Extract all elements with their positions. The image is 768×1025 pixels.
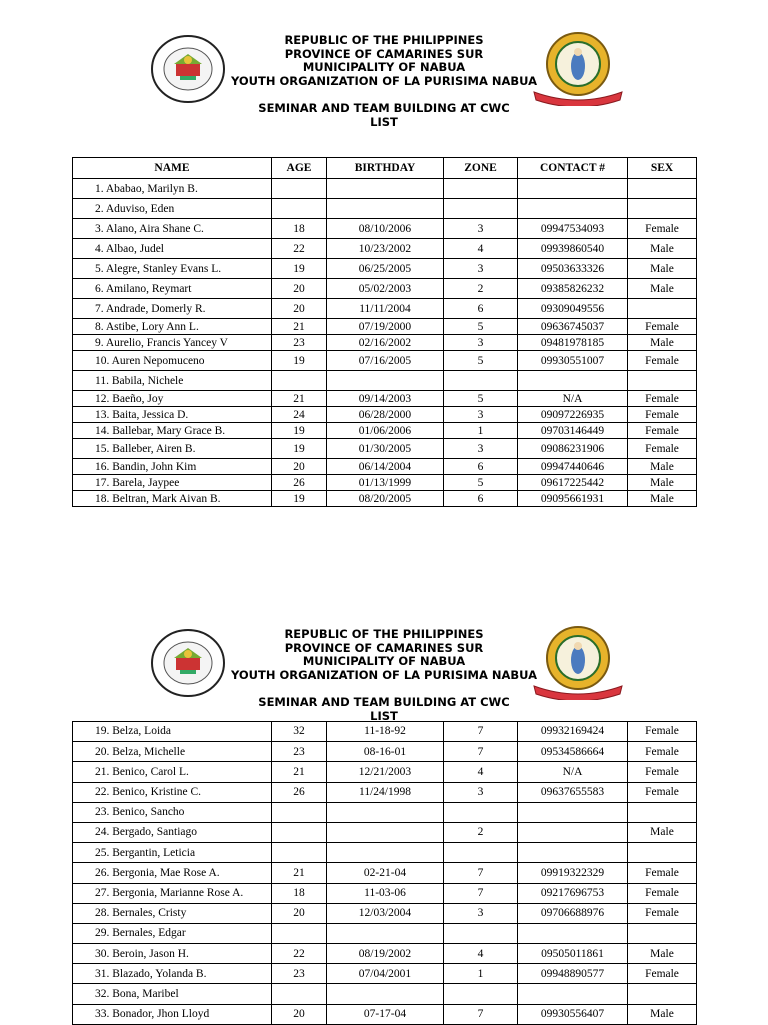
cell-sex: Male <box>628 1004 697 1024</box>
cell-contact: 09534586664 <box>518 742 628 762</box>
cell-sex: Female <box>628 964 697 984</box>
cell-contact: 09637655583 <box>518 782 628 802</box>
table-row <box>73 475 697 491</box>
cell-birthday: 08-16-01 <box>327 742 444 762</box>
cell-contact: 09947440646 <box>518 459 628 475</box>
table-row <box>73 491 697 507</box>
cell-contact <box>518 923 628 943</box>
table-row <box>73 351 697 371</box>
cell-birthday: 06/25/2005 <box>327 259 444 279</box>
cell-contact <box>518 199 628 219</box>
cell-birthday: 01/13/1999 <box>327 475 444 491</box>
table-row <box>73 319 697 335</box>
title-list: LIST <box>370 708 398 723</box>
cell-sex: Female <box>628 742 697 762</box>
table-row <box>73 335 697 351</box>
cell-age: 19 <box>272 259 327 279</box>
cell-contact: 09706688976 <box>518 903 628 923</box>
cell-age: 20 <box>272 279 327 299</box>
cell-name: 33. Bonador, Jhon Lloyd <box>73 1004 272 1024</box>
cell-sex: Female <box>628 391 697 407</box>
cell-contact: 09503633326 <box>518 259 628 279</box>
table-row <box>73 923 697 943</box>
cell-name: 31. Blazado, Yolanda B. <box>73 964 272 984</box>
table-row <box>73 219 697 239</box>
header-line-republic: REPUBLIC OF THE PHILIPPINES <box>284 627 484 641</box>
cell-birthday: 11/11/2004 <box>327 299 444 319</box>
cell-age: 19 <box>272 351 327 371</box>
table-row <box>73 199 697 219</box>
cell-contact: 09636745037 <box>518 319 628 335</box>
cell-name: 25. Bergantin, Leticia <box>73 843 272 863</box>
cell-age <box>272 802 327 822</box>
cell-name: 32. Bona, Maribel <box>73 984 272 1004</box>
youth-list-table-page-1 <box>72 157 697 507</box>
cell-age: 20 <box>272 1004 327 1024</box>
cell-zone: 4 <box>444 762 518 782</box>
table-row <box>73 964 697 984</box>
table-row <box>73 459 697 475</box>
cell-zone <box>444 923 518 943</box>
cell-birthday: 08/10/2006 <box>327 219 444 239</box>
table-row <box>73 407 697 423</box>
cell-sex: Male <box>628 491 697 507</box>
cell-sex: Male <box>628 239 697 259</box>
cell-contact: 09481978185 <box>518 335 628 351</box>
cell-sex <box>628 802 697 822</box>
cell-birthday: 12/03/2004 <box>327 903 444 923</box>
cell-age: 23 <box>272 964 327 984</box>
cell-name: 29. Bernales, Edgar <box>73 923 272 943</box>
column-header-sex: SEX <box>628 158 697 179</box>
cell-birthday: 11/24/1998 <box>327 782 444 802</box>
cell-name: 12. Baeño, Joy <box>73 391 272 407</box>
column-header-contact: CONTACT # <box>518 158 628 179</box>
cell-age <box>272 179 327 199</box>
cell-zone: 5 <box>444 319 518 335</box>
cell-age: 26 <box>272 475 327 491</box>
cell-birthday: 08/20/2005 <box>327 491 444 507</box>
table-row <box>73 903 697 923</box>
cell-birthday <box>327 843 444 863</box>
cell-contact: 09217696753 <box>518 883 628 903</box>
cell-zone: 7 <box>444 863 518 883</box>
cell-contact <box>518 179 628 199</box>
cell-birthday: 05/02/2003 <box>327 279 444 299</box>
cell-contact: 09095661931 <box>518 491 628 507</box>
cell-zone: 7 <box>444 1004 518 1024</box>
cell-name: 13. Baita, Jessica D. <box>73 407 272 423</box>
cell-age <box>272 843 327 863</box>
cell-age: 21 <box>272 863 327 883</box>
cell-name: 27. Bergonia, Marianne Rose A. <box>73 883 272 903</box>
cell-zone: 3 <box>444 335 518 351</box>
cell-contact: N/A <box>518 762 628 782</box>
cell-contact: 09505011861 <box>518 944 628 964</box>
cell-name: 16. Bandin, John Kim <box>73 459 272 475</box>
cell-zone: 1 <box>444 964 518 984</box>
cell-age: 21 <box>272 762 327 782</box>
youth-organization-seal-logo <box>530 32 626 106</box>
cell-age: 21 <box>272 391 327 407</box>
table-row <box>73 863 697 883</box>
cell-zone: 6 <box>444 491 518 507</box>
header-line-municipality: MUNICIPALITY OF NABUA <box>302 654 466 668</box>
cell-birthday: 10/23/2002 <box>327 239 444 259</box>
cell-zone: 6 <box>444 299 518 319</box>
header-line-province: PROVINCE OF CAMARINES SUR <box>284 640 484 655</box>
cell-name: 18. Beltran, Mark Aivan B. <box>73 491 272 507</box>
table-row <box>73 984 697 1004</box>
cell-zone: 3 <box>444 439 518 459</box>
cell-birthday <box>327 199 444 219</box>
cell-zone: 2 <box>444 279 518 299</box>
cell-zone <box>444 843 518 863</box>
cell-age: 19 <box>272 491 327 507</box>
header-line-municipality: MUNICIPALITY OF NABUA <box>302 60 466 74</box>
cell-birthday: 02/16/2002 <box>327 335 444 351</box>
header-line-organization: YOUTH ORGANIZATION OF LA PURISIMA NABUA <box>230 73 538 88</box>
cell-contact <box>518 843 628 863</box>
cell-zone <box>444 802 518 822</box>
cell-zone <box>444 179 518 199</box>
cell-sex <box>628 179 697 199</box>
cell-birthday <box>327 179 444 199</box>
cell-age <box>272 984 327 1004</box>
cell-name: 7. Andrade, Domerly R. <box>73 299 272 319</box>
cell-age <box>272 822 327 842</box>
table-row <box>73 439 697 459</box>
cell-sex <box>628 199 697 219</box>
column-header-age: AGE <box>272 158 327 179</box>
cell-zone: 5 <box>444 351 518 371</box>
barangay-seal-logo <box>150 628 226 698</box>
cell-sex: Female <box>628 762 697 782</box>
cell-name: 11. Babila, Nichele <box>73 371 272 391</box>
cell-zone: 7 <box>444 883 518 903</box>
cell-zone: 6 <box>444 459 518 475</box>
cell-sex <box>628 984 697 1004</box>
cell-age <box>272 199 327 219</box>
cell-name: 15. Balleber, Airen B. <box>73 439 272 459</box>
cell-sex: Female <box>628 423 697 439</box>
title-line: SEMINAR AND TEAM BUILDING AT CWC <box>258 101 510 115</box>
cell-birthday: 11-18-92 <box>327 722 444 742</box>
cell-zone: 7 <box>444 722 518 742</box>
cell-birthday <box>327 371 444 391</box>
table-row <box>73 391 697 407</box>
cell-age: 19 <box>272 423 327 439</box>
cell-name: 23. Benico, Sancho <box>73 802 272 822</box>
cell-sex: Male <box>628 475 697 491</box>
cell-sex <box>628 923 697 943</box>
table-row <box>73 883 697 903</box>
cell-sex <box>628 371 697 391</box>
cell-birthday: 09/14/2003 <box>327 391 444 407</box>
cell-birthday: 11-03-06 <box>327 883 444 903</box>
cell-contact <box>518 822 628 842</box>
column-header-zone: ZONE <box>444 158 518 179</box>
cell-birthday <box>327 984 444 1004</box>
cell-birthday <box>327 802 444 822</box>
cell-sex <box>628 299 697 319</box>
cell-name: 24. Bergado, Santiago <box>73 822 272 842</box>
cell-contact: 09919322329 <box>518 863 628 883</box>
cell-age <box>272 371 327 391</box>
header-line-organization: YOUTH ORGANIZATION OF LA PURISIMA NABUA <box>230 667 538 682</box>
cell-zone: 2 <box>444 822 518 842</box>
table-row <box>73 371 697 391</box>
cell-name: 9. Aurelio, Francis Yancey V <box>73 335 272 351</box>
cell-name: 8. Astibe, Lory Ann L. <box>73 319 272 335</box>
cell-birthday: 06/14/2004 <box>327 459 444 475</box>
cell-zone: 4 <box>444 944 518 964</box>
cell-age: 24 <box>272 407 327 423</box>
cell-sex: Female <box>628 439 697 459</box>
cell-age: 23 <box>272 742 327 762</box>
table-row <box>73 782 697 802</box>
cell-name: 1. Ababao, Marilyn B. <box>73 179 272 199</box>
cell-age: 20 <box>272 459 327 475</box>
cell-name: 3. Alano, Aira Shane C. <box>73 219 272 239</box>
cell-name: 26. Bergonia, Mae Rose A. <box>73 863 272 883</box>
table-row <box>73 722 697 742</box>
cell-name: 5. Alegre, Stanley Evans L. <box>73 259 272 279</box>
cell-name: 4. Albao, Judel <box>73 239 272 259</box>
barangay-seal-logo <box>150 34 226 104</box>
cell-name: 17. Barela, Jaypee <box>73 475 272 491</box>
cell-sex: Female <box>628 319 697 335</box>
youth-list-table-page-2 <box>72 721 697 1025</box>
table-header-row <box>73 158 697 179</box>
cell-zone: 4 <box>444 239 518 259</box>
cell-contact: 09930551007 <box>518 351 628 371</box>
document-header <box>0 34 768 88</box>
cell-age: 22 <box>272 239 327 259</box>
cell-zone: 5 <box>444 475 518 491</box>
cell-birthday: 07/04/2001 <box>327 964 444 984</box>
cell-sex: Male <box>628 335 697 351</box>
cell-sex: Female <box>628 219 697 239</box>
document-title <box>0 102 768 129</box>
table-row <box>73 259 697 279</box>
cell-birthday: 01/30/2005 <box>327 439 444 459</box>
cell-zone: 7 <box>444 742 518 762</box>
column-header-name: NAME <box>73 158 272 179</box>
cell-birthday: 07/19/2000 <box>327 319 444 335</box>
table-row <box>73 1004 697 1024</box>
cell-age: 20 <box>272 299 327 319</box>
table-body-page-2 <box>73 722 697 1025</box>
table-row <box>73 944 697 964</box>
document-title-page-2 <box>0 696 768 723</box>
cell-contact <box>518 984 628 1004</box>
table-row <box>73 279 697 299</box>
cell-sex: Male <box>628 822 697 842</box>
cell-sex: Female <box>628 903 697 923</box>
table-row <box>73 179 697 199</box>
cell-age: 22 <box>272 944 327 964</box>
cell-age: 32 <box>272 722 327 742</box>
cell-zone: 3 <box>444 407 518 423</box>
cell-contact: N/A <box>518 391 628 407</box>
cell-contact: 09097226935 <box>518 407 628 423</box>
cell-birthday: 01/06/2006 <box>327 423 444 439</box>
cell-birthday: 07-17-04 <box>327 1004 444 1024</box>
cell-contact: 09086231906 <box>518 439 628 459</box>
table-row <box>73 822 697 842</box>
cell-birthday: 06/28/2000 <box>327 407 444 423</box>
cell-contact: 09309049556 <box>518 299 628 319</box>
table-row <box>73 423 697 439</box>
table-row <box>73 843 697 863</box>
cell-sex: Female <box>628 782 697 802</box>
table-body-page-1 <box>73 179 697 507</box>
header-line-republic: REPUBLIC OF THE PHILIPPINES <box>284 33 484 47</box>
title-list: LIST <box>370 114 398 129</box>
youth-organization-seal-logo <box>530 626 626 700</box>
cell-contact: 09939860540 <box>518 239 628 259</box>
cell-birthday <box>327 923 444 943</box>
cell-contact: 09947534093 <box>518 219 628 239</box>
cell-sex: Male <box>628 279 697 299</box>
cell-contact: 09948890577 <box>518 964 628 984</box>
cell-birthday: 12/21/2003 <box>327 762 444 782</box>
cell-sex: Female <box>628 407 697 423</box>
cell-name: 2. Aduviso, Eden <box>73 199 272 219</box>
document-header-page-2 <box>0 628 768 682</box>
cell-zone: 5 <box>444 391 518 407</box>
cell-contact: 09617225442 <box>518 475 628 491</box>
header-line-province: PROVINCE OF CAMARINES SUR <box>284 46 484 61</box>
cell-name: 20. Belza, Michelle <box>73 742 272 762</box>
cell-sex: Male <box>628 459 697 475</box>
table-row <box>73 299 697 319</box>
cell-birthday <box>327 822 444 842</box>
title-line: SEMINAR AND TEAM BUILDING AT CWC <box>258 695 510 709</box>
cell-zone <box>444 199 518 219</box>
cell-name: 14. Ballebar, Mary Grace B. <box>73 423 272 439</box>
cell-name: 30. Beroin, Jason H. <box>73 944 272 964</box>
cell-contact <box>518 371 628 391</box>
cell-zone <box>444 984 518 1004</box>
cell-name: 19. Belza, Loida <box>73 722 272 742</box>
cell-age: 21 <box>272 319 327 335</box>
cell-contact: 09932169424 <box>518 722 628 742</box>
cell-name: 6. Amilano, Reymart <box>73 279 272 299</box>
cell-name: 10. Auren Nepomuceno <box>73 351 272 371</box>
cell-sex: Male <box>628 259 697 279</box>
cell-name: 21. Benico, Carol L. <box>73 762 272 782</box>
cell-sex: Female <box>628 883 697 903</box>
cell-age: 18 <box>272 883 327 903</box>
table-row <box>73 762 697 782</box>
cell-sex: Male <box>628 944 697 964</box>
cell-zone: 1 <box>444 423 518 439</box>
cell-zone: 3 <box>444 219 518 239</box>
cell-name: 28. Bernales, Cristy <box>73 903 272 923</box>
cell-age <box>272 923 327 943</box>
cell-zone: 3 <box>444 782 518 802</box>
cell-sex: Female <box>628 351 697 371</box>
table-row <box>73 239 697 259</box>
cell-zone: 3 <box>444 259 518 279</box>
cell-birthday: 08/19/2002 <box>327 944 444 964</box>
cell-contact: 09930556407 <box>518 1004 628 1024</box>
cell-sex: Female <box>628 863 697 883</box>
cell-name: 22. Benico, Kristine C. <box>73 782 272 802</box>
cell-age: 20 <box>272 903 327 923</box>
cell-age: 18 <box>272 219 327 239</box>
cell-contact: 09385826232 <box>518 279 628 299</box>
cell-sex <box>628 843 697 863</box>
column-header-birthday: BIRTHDAY <box>327 158 444 179</box>
table-row <box>73 742 697 762</box>
cell-birthday: 02-21-04 <box>327 863 444 883</box>
table-row <box>73 802 697 822</box>
cell-zone <box>444 371 518 391</box>
cell-sex: Female <box>628 722 697 742</box>
cell-contact: 09703146449 <box>518 423 628 439</box>
cell-age: 26 <box>272 782 327 802</box>
cell-zone: 3 <box>444 903 518 923</box>
cell-age: 19 <box>272 439 327 459</box>
cell-age: 23 <box>272 335 327 351</box>
cell-contact <box>518 802 628 822</box>
cell-birthday: 07/16/2005 <box>327 351 444 371</box>
